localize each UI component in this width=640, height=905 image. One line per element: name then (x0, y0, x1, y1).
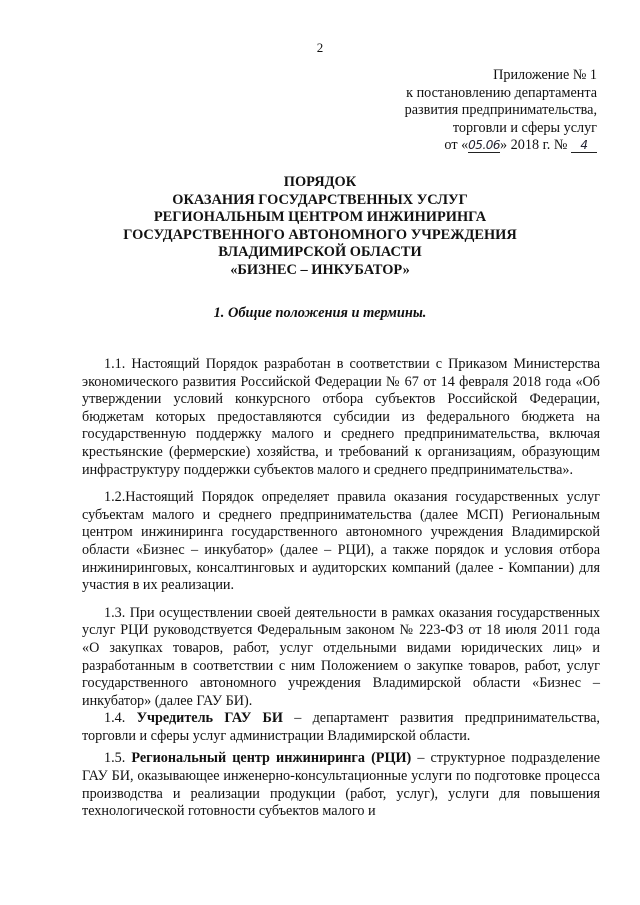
paragraph-number: 1.5. (104, 750, 126, 767)
page-number: 2 (316, 40, 324, 55)
paragraph-1-2: 1.2.Настоящий Порядок определяет правила оказания государственных услуг субъектам малого и среднего предпринимательства (далее МСП) Региональным центром инжиниринга государственного автономного учреждения Владимирской области «Бизнес – инкубатор» (далее – РЦИ), а также порядок и условия отбора инжиниринговых, консалтинговых и аудиторских компаний (далее - Компании) для участия в их реализации. (82, 489, 600, 594)
paragraph-1-3: 1.3. При осуществлении своей деятельности в рамках оказания государственных услуг РЦИ руководствуется Федеральным законом № 223-ФЗ от 18 июля 2011 года «О закупках товаров, работ, услуг отдельными видами юридических лиц» и разработанным в соответствии с ним Положением о закупке товаров, работ, услуг государственного автономного учреждения Владимирской области «Бизнес – инкубатор» (далее ГАУ БИ). (82, 604, 600, 709)
paragraph-1-4 (82, 710, 600, 745)
appendix-block (357, 67, 597, 155)
appendix-line-3: развития предпринимательства, (404, 102, 597, 118)
paragraph-text: – департамент развития предпринимательства, торговли и сферы услуг администрации Владимирской области. (82, 710, 600, 744)
title-line-1: ПОРЯДОК (283, 174, 357, 190)
appendix-line-2: к постановлению департамента (406, 84, 597, 101)
date-prefix: от « (444, 137, 469, 153)
title-line-3: РЕГИОНАЛЬНЫМ ЦЕНТРОМ ИНЖИНИРИНГА (153, 209, 487, 226)
paragraph-spacer (82, 479, 600, 489)
appendix-date-line (357, 137, 597, 155)
title-line-2: ОКАЗАНИЯ ГОСУДАРСТВЕННЫХ УСЛУГ (172, 191, 468, 208)
body-text (82, 356, 600, 821)
paragraph-number: 1.4. (104, 710, 126, 727)
handwritten-number: 4 (571, 138, 597, 153)
section-heading: 1. Общие положения и термины. (213, 305, 427, 321)
paragraph-1-1: 1.1. Настоящий Порядок разработан в соответствии с Приказом Министерства экономического развития Российской Федерации № 67 от 14 февраля 2018 года «Об утверждении условий конкурсного отбора субъектов Российской Федерации, бюджетам которых предоставляются субсидии из федерального бюджета на государственную поддержку малого и среднего предпринимательства, включая крестьянские (фермерские) хозяйства, и требований к организациям, образующим инфраструктуру поддержки субъектов малого и среднего предпринимательства». (82, 356, 600, 478)
title-line-6: «БИЗНЕС – ИНКУБАТОР» (230, 261, 410, 278)
term-founder: Учредитель ГАУ БИ (136, 710, 283, 727)
title-line-5: ВЛАДИМИРСКОЙ ОБЛАСТИ (218, 244, 422, 261)
document-title (0, 174, 640, 280)
appendix-title: Приложение № 1 (493, 67, 597, 83)
paragraph-1-5 (82, 750, 600, 820)
handwritten-date: 05.06 (468, 138, 501, 152)
title-line-4: ГОСУДАРСТВЕННОГО АВТОНОМНОГО УЧРЕЖДЕНИЯ (123, 226, 517, 243)
term-regional-center: Региональный центр инжиниринга (РЦИ) (131, 750, 412, 767)
appendix-line-4: торговли и сферы услуг (452, 119, 597, 136)
paragraph-text: – структурное подразделение ГАУ БИ, оказывающее инженерно-консультационные услуги по подготовке процесса производства и реализации продукции (работ, услуг), услуги для повышения технологической готовности субъектов малого и (82, 750, 601, 820)
paragraph-spacer (82, 595, 600, 605)
date-middle: » 2018 г. № (500, 137, 568, 153)
